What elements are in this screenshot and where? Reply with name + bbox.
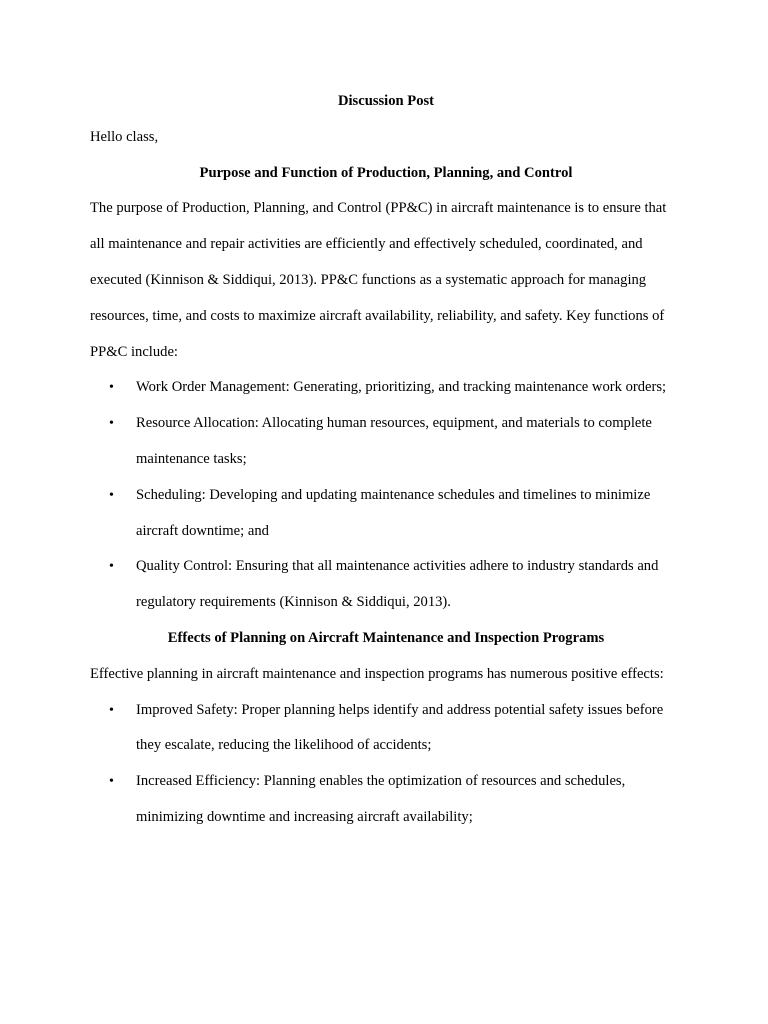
- list-item: [90, 478, 682, 550]
- list-item: [90, 370, 682, 406]
- effects-bullet-list: [90, 693, 682, 836]
- bullet-icon: •: [109, 380, 114, 396]
- bullet-icon: •: [109, 416, 114, 432]
- list-item-text: Scheduling: Developing and updating maintenance schedules and timelines to minimize aircraft downtime; and: [136, 486, 651, 539]
- greeting: Hello class,: [90, 128, 159, 145]
- bullet-icon: •: [109, 774, 114, 790]
- list-item-text: Work Order Management: Generating, prioritizing, and tracking maintenance work orders;: [136, 379, 667, 396]
- list-item: [90, 549, 682, 621]
- list-item-text: Quality Control: Ensuring that all maintenance activities adhere to industry standards and regulatory requirements (Kinnison & Siddiqui, 2013).: [136, 558, 659, 611]
- effects-paragraph: Effective planning in aircraft maintenance and inspection programs has numerous positive effects:: [90, 665, 664, 682]
- purpose-bullet-list: [90, 370, 682, 621]
- bullet-icon: •: [109, 702, 114, 718]
- list-item: [90, 693, 682, 765]
- document-body: [90, 84, 682, 836]
- list-item: [90, 764, 682, 836]
- list-item-text: Resource Allocation: Allocating human resources, equipment, and materials to complete maintenance tasks;: [136, 415, 652, 467]
- list-item-text: Increased Efficiency: Planning enables the optimization of resources and schedules, minimizing downtime and increasing aircraft availability;: [136, 773, 626, 825]
- bullet-icon: •: [109, 559, 114, 575]
- purpose-paragraph: The purpose of Production, Planning, and Control (PP&C) in aircraft maintenance is to ensure that all maintenance and repair activities are efficiently and effectively scheduled, coordinated, and executed (Kinnison & Siddiqui, 2013). PP&C functions as a systematic approach for managing resources, time, and costs to maximize aircraft availability, reliability, and safety. Key functions of PP&C include:: [90, 200, 667, 360]
- list-item: [90, 406, 682, 478]
- bullet-icon: •: [109, 487, 114, 503]
- section-heading-effects: Effects of Planning on Aircraft Maintenance and Inspection Programs: [167, 629, 605, 646]
- document-title: Discussion Post: [337, 93, 435, 109]
- list-item-text: Improved Safety: Proper planning helps identify and address potential safety issues before they escalate, reducing the likelihood of accidents;: [136, 701, 664, 754]
- section-heading-purpose: Purpose and Function of Production, Planning, and Control: [199, 164, 573, 181]
